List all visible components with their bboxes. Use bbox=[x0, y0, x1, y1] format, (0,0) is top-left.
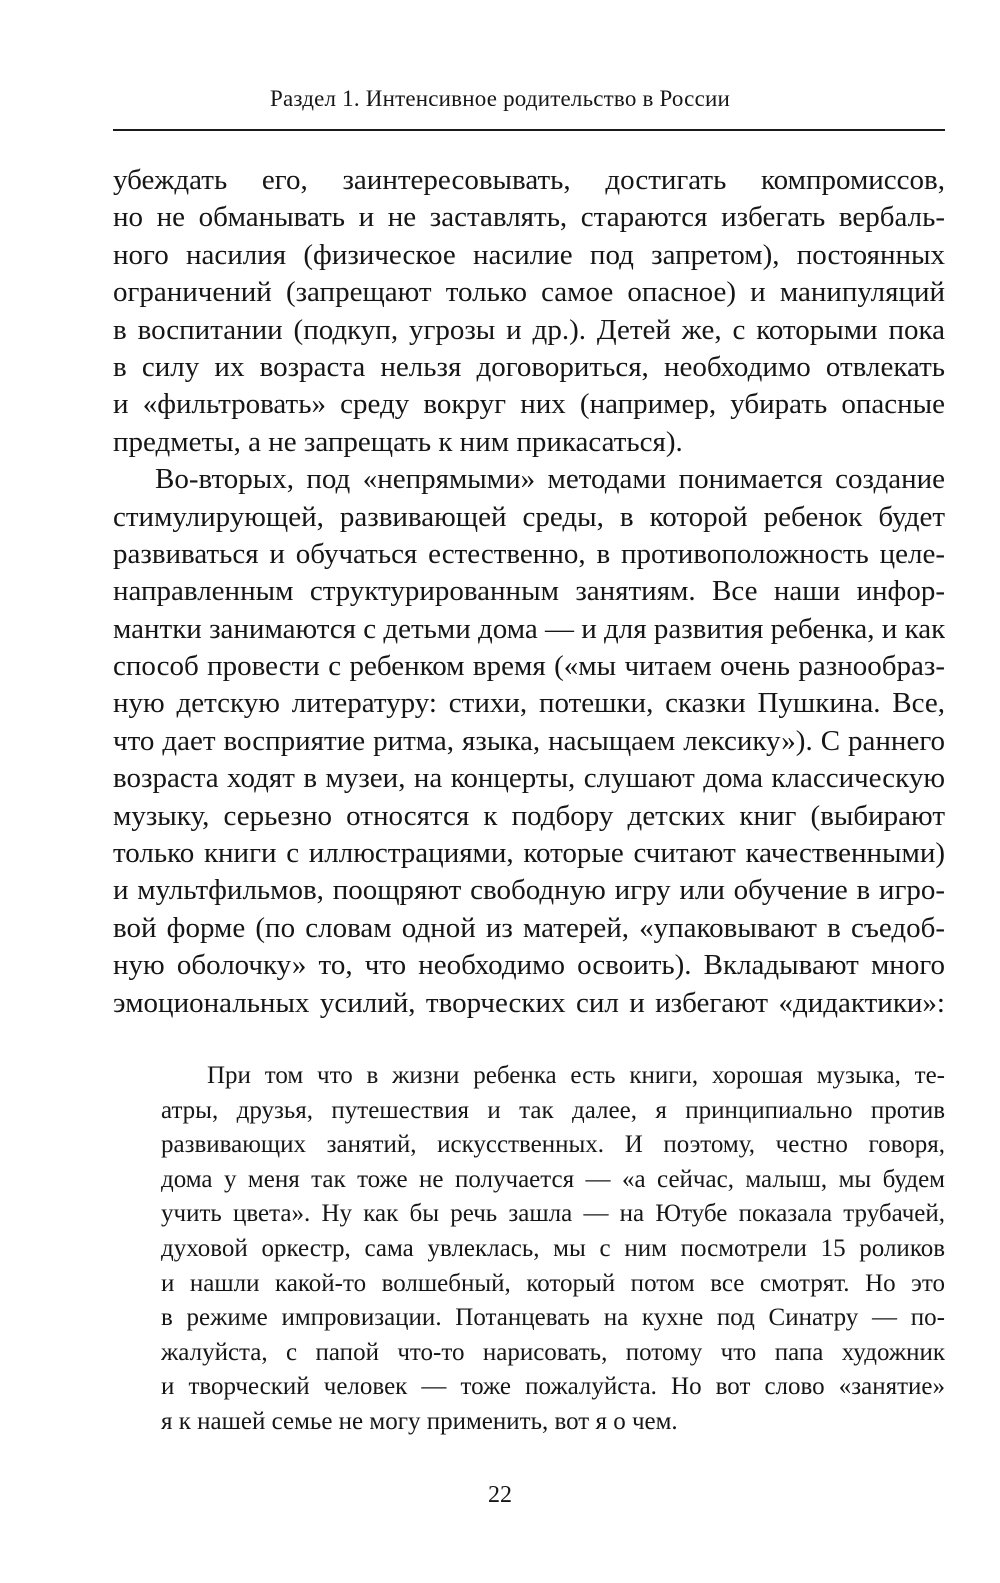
text-line: и мультфильмов, поощряют свободную игру или обучение в игро- bbox=[113, 874, 945, 907]
text-line: мантки занимаются с детьми дома — и для развития ребенка, и как bbox=[113, 612, 945, 645]
text-line: ограничений (запрещают только самое опасное) и манипуляций bbox=[113, 276, 945, 309]
quote-line: развивающих занятий, искусственных. И поэтому, честно говоря, bbox=[161, 1131, 945, 1159]
text-line: что дает восприятие ритма, языка, насыщаем лексику»). С раннего bbox=[113, 724, 945, 757]
quote-line: атры, друзья, путешествия и так далее, я принципиально против bbox=[161, 1096, 945, 1124]
quote-line: учить цвета». Ну как бы речь зашла — на Ютубе показала трубачей, bbox=[161, 1200, 945, 1228]
quote-line: дома у меня так тоже не получается — «а сейчас, малыш, мы будем bbox=[161, 1165, 945, 1193]
text-line: но не обманывать и не заставлять, стараются избегать вербаль- bbox=[113, 201, 945, 234]
main-text bbox=[113, 162, 945, 1022]
text-line: только книги с иллюстрациями, которые считают качественными) bbox=[113, 837, 945, 870]
quote-line: жалуйста, с папой что-то нарисовать, потому что папа художник bbox=[161, 1338, 945, 1366]
page-number: 22 bbox=[488, 1482, 512, 1508]
text-line: ную детскую литературу: стихи, потешки, сказки Пушкина. Все, bbox=[113, 687, 945, 720]
text-line: в воспитании (подкуп, угрозы и др.). Детей же, с которыми пока bbox=[113, 313, 945, 346]
text-line: убеждать его, заинтересовывать, достигать компромиссов, bbox=[113, 164, 945, 196]
quote-line: я к нашей семье не могу применить, вот я о чем. bbox=[161, 1407, 678, 1435]
text-line: ную оболочку» то, что необходимо освоить). Вкладывают много bbox=[113, 949, 945, 982]
text-line: стимулирующей, развивающей среды, в которой ребенок будет bbox=[113, 500, 945, 533]
block-quote bbox=[161, 1059, 945, 1440]
text-line: Во-вторых, под «непрямыми» методами понимается создание bbox=[155, 463, 945, 496]
quote-line: и творческий человек — тоже пожалуйста. Но вот слово «занятие» bbox=[161, 1373, 945, 1401]
text-line: музыку, серьезно относятся к подбору детских книг (выбирают bbox=[113, 799, 945, 832]
text-line: в силу их возраста нельзя договориться, необходимо отвлекать bbox=[113, 350, 945, 383]
text-line: развиваться и обучаться естественно, в противоположность целе- bbox=[113, 537, 945, 570]
text-line: и «фильтровать» среду вокруг них (например, убирать опасные bbox=[113, 388, 945, 421]
header-rule bbox=[113, 129, 945, 131]
text-line: вой форме (по словам одной из матерей, «упаковывают в съедоб- bbox=[113, 911, 945, 944]
quote-line: и нашли какой-то волшебный, который потом все смотрят. Но это bbox=[161, 1269, 945, 1297]
text-line: направленным структурированным занятиям. Все наши инфор- bbox=[113, 575, 945, 608]
quote-line: При том что в жизни ребенка есть книги, хорошая музыка, те- bbox=[207, 1062, 945, 1089]
quote-line: духовой оркестр, сама увлеклась, мы с ним посмотрели 15 роликов bbox=[161, 1234, 945, 1262]
text-line: возраста ходят в музеи, на концерты, слушают дома классическую bbox=[113, 762, 945, 795]
running-head: Раздел 1. Интенсивное родительство в России bbox=[269, 86, 731, 111]
text-line: предметы, а не запрещать к ним прикасаться). bbox=[113, 425, 683, 458]
text-line: эмоциональных усилий, творческих сил и избегают «дидактики»: bbox=[113, 986, 945, 1019]
quote-line: в режиме импровизации. Потанцевать на кухне под Синатру — по- bbox=[161, 1304, 945, 1332]
text-line: способ провести с ребенком время («мы читаем очень разнообраз- bbox=[113, 650, 945, 683]
text-line: ного насилия (физическое насилие под запретом), постоянных bbox=[113, 238, 945, 271]
